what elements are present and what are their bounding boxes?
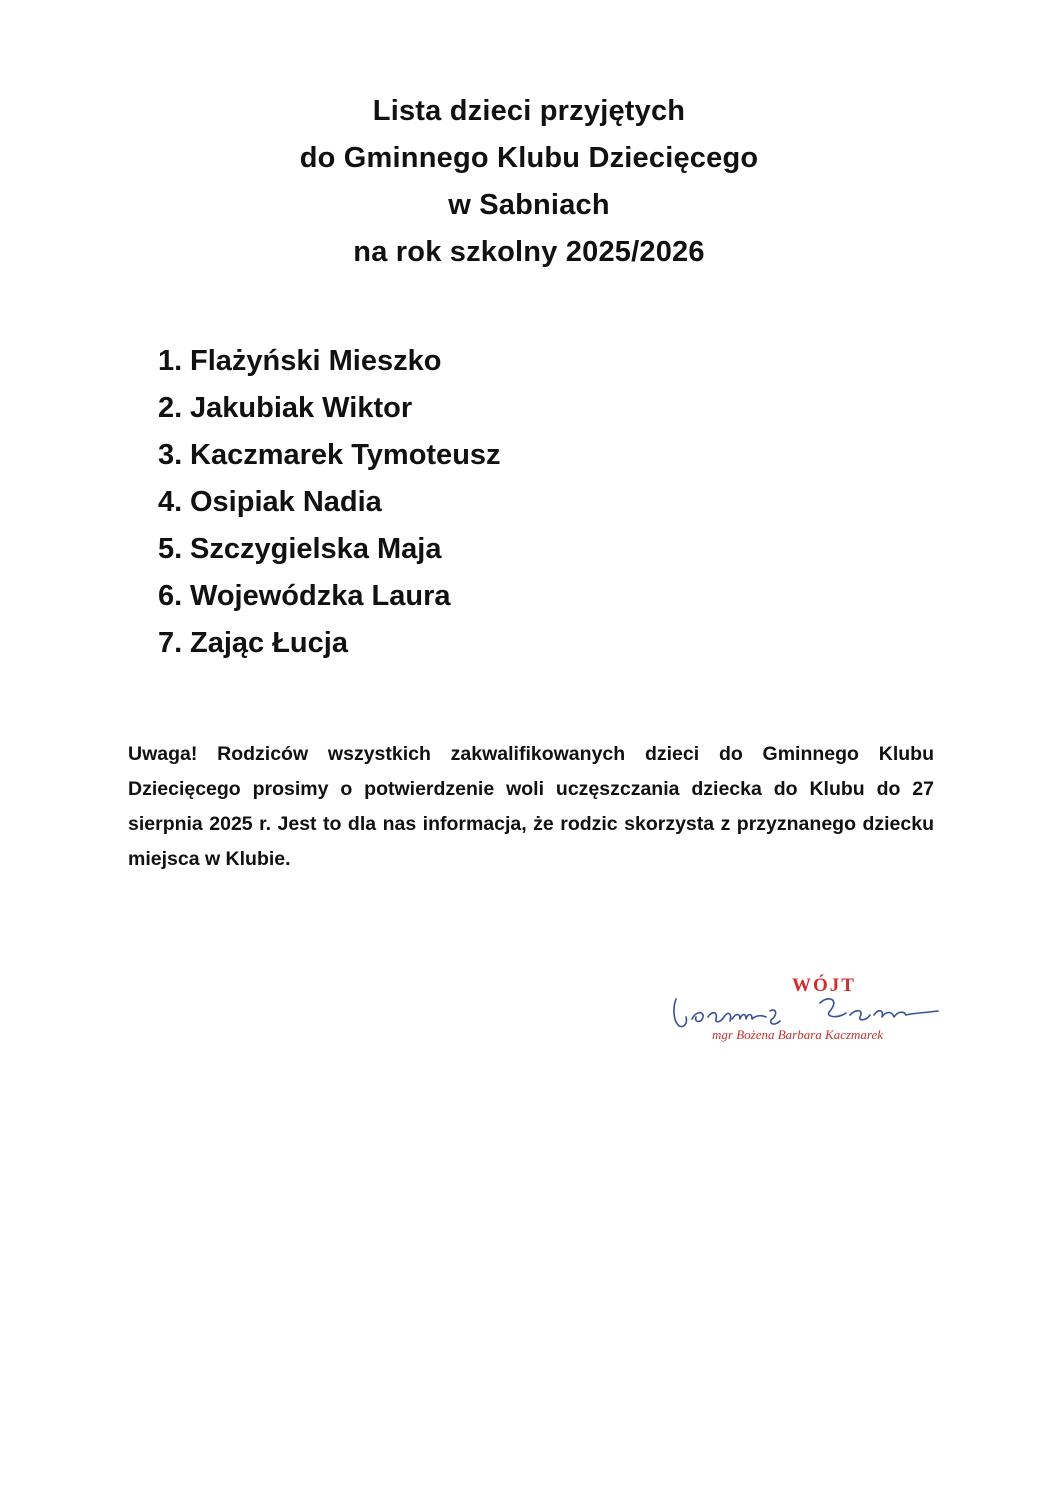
child-name: Szczygielska Maja — [190, 533, 442, 565]
child-name: Zając Łucja — [190, 627, 348, 659]
list-item — [158, 338, 501, 385]
signature-stamp — [640, 975, 960, 1055]
list-item-number: 3. — [158, 439, 183, 471]
child-name: Flażyński Mieszko — [190, 345, 442, 377]
list-item — [158, 526, 501, 573]
document-title — [0, 88, 1058, 276]
list-item — [158, 385, 501, 432]
list-item — [158, 620, 501, 667]
list-item-number: 6. — [158, 580, 183, 612]
title-line: w Sabniach — [448, 189, 610, 221]
title-line: Lista dzieci przyjętych — [372, 95, 686, 127]
list-item-number: 5. — [158, 533, 183, 565]
list-item-number: 4. — [158, 486, 183, 518]
list-item — [158, 479, 501, 526]
title-line: do Gminnego Klubu Dziecięcego — [299, 142, 759, 174]
stamp-title: WÓJT — [792, 975, 856, 996]
list-item-number: 2. — [158, 392, 183, 424]
list-item — [158, 432, 501, 479]
title-line: na rok szkolny 2025/2026 — [353, 236, 705, 268]
child-name: Wojewódzka Laura — [190, 580, 451, 612]
child-name: Kaczmarek Tymoteusz — [190, 439, 501, 471]
list-item — [158, 573, 501, 620]
notice-paragraph: Uwaga! Rodziców wszystkich zakwalifikowanych dzieci do Gminnego Klubu Dziecięcego prosimy o potwierdzenie woli uczęszczania dziecka do Klubu do 27 sierpnia 2025 r. Jest to dla nas informacja, że rodzic skorzysta z przyznanego dziecku miejsca w Klubie. — [128, 743, 934, 870]
child-name: Osipiak Nadia — [190, 486, 382, 518]
child-name: Jakubiak Wiktor — [190, 392, 413, 424]
children-list — [158, 338, 501, 667]
stamp-name: mgr Bożena Barbara Kaczmarek — [712, 1027, 884, 1042]
list-item-number: 1. — [158, 345, 183, 377]
list-item-number: 7. — [158, 627, 183, 659]
